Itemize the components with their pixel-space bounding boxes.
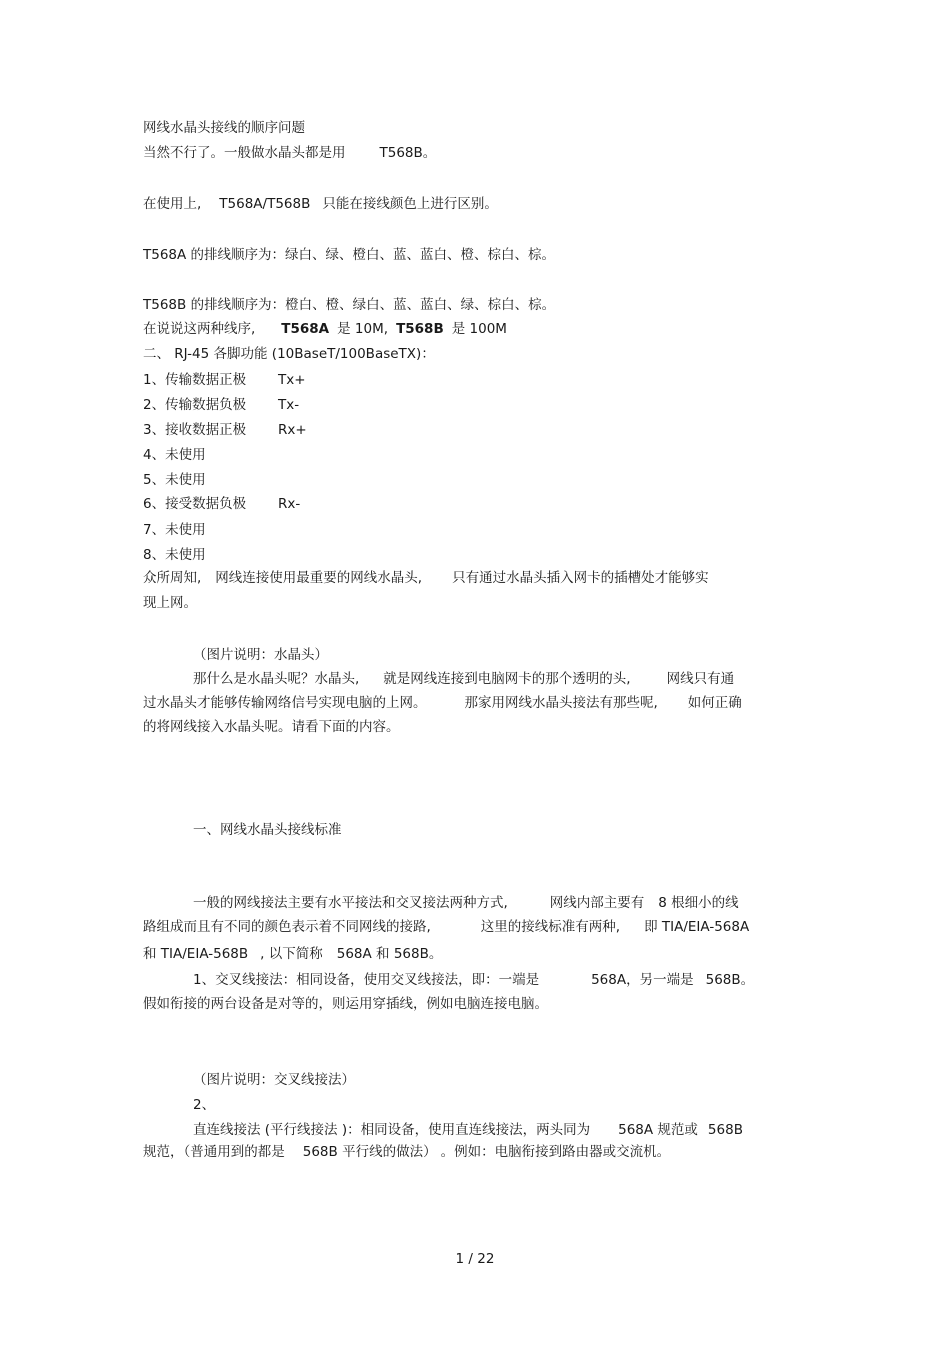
t568a-order: T568A 的排线顺序为：绿白、绿、橙白、蓝、蓝白、橙、棕白、棕。: [143, 247, 556, 263]
what-line: 的将网线接入水晶头呢。请看下面的内容。: [143, 719, 400, 735]
pin-label: 4、未使用: [143, 447, 206, 463]
straight-line: 规范，（普通用到的都是 568B 平行线的做法） 。例如：电脑衔接到路由器或交流机。: [143, 1144, 671, 1160]
pin-signal: Tx-: [278, 397, 300, 413]
usage-line: 在使用上, T568A/T568B 只能在接线颜色上进行区别。: [143, 196, 498, 212]
what-line: 过水晶头才能够传输网络信号实现电脑的上网。 那家用网线水晶头接法有那些呢, 如何正确: [143, 695, 742, 711]
what-line: 那什么是水晶头呢？水晶头, 就是网线连接到电脑网卡的那个透明的头, 网线只有通: [193, 671, 735, 687]
rj45-heading: 二、 RJ-45 各脚功能 (10BaseT/100BaseTX)：: [143, 346, 435, 362]
pin-label: 7、未使用: [143, 522, 206, 538]
standards-line: 路组成而且有不同的颜色表示着不同网线的接路, 这里的接线标准有两种, 即 TIA/EIA-568A: [143, 919, 750, 935]
cross-line: 假如衔接的两台设备是对等的，则运用穿插线，例如电脑连接电脑。: [143, 996, 548, 1012]
pin-label: 5、未使用: [143, 472, 206, 488]
pin-label: 1、传输数据正极: [143, 372, 247, 388]
known-line-cont: 现上网。: [143, 595, 197, 611]
standards-line: 一般的网线接法主要有水平接法和交叉接法两种方式, 网线内部主要有 8 根细小的线: [193, 895, 739, 911]
image-caption: （图片说明：交叉线接法）: [193, 1072, 355, 1088]
section-heading: 一、网线水晶头接线标准: [193, 822, 342, 838]
pin-label: 2、传输数据负极: [143, 397, 247, 413]
speed-line: 在说说这两种线序, T568A 是 10M, T568B 是 100M: [143, 321, 507, 337]
cross-line: 1、交叉线接法：相同设备，使用交叉线接法，即：一端是 568A，另一端是 568B。: [193, 972, 755, 988]
pin-signal: Rx+: [278, 422, 307, 438]
pin-signal: Tx+: [278, 372, 306, 388]
image-caption: （图片说明：水晶头）: [193, 647, 328, 663]
pin-signal: Rx-: [278, 496, 301, 512]
document-title: 网线水晶头接线的顺序问题: [143, 120, 305, 136]
straight-number: 2、: [193, 1097, 216, 1113]
straight-line: 直连线接法 (平行线接法 )：相同设备，使用直连线接法，两头同为 568A 规范或 568B: [193, 1122, 743, 1138]
known-line: 众所周知, 网线连接使用最重要的网线水晶头, 只有通过水晶头插入网卡的插槽处才能够实: [143, 570, 709, 586]
intro-line: 当然不行了。一般做水晶头都是用 T568B。: [143, 145, 437, 161]
page-number: 1 / 22: [455, 1251, 495, 1267]
standards-line: 和 TIA/EIA-568B , 以下简称 568A 和 568B。: [143, 946, 443, 962]
pin-label: 8、未使用: [143, 547, 206, 563]
pin-label: 3、接收数据正极: [143, 422, 247, 438]
t568b-order: T568B 的排线顺序为：橙白、橙、绿白、蓝、蓝白、绿、棕白、棕。: [143, 297, 556, 313]
pin-label: 6、接受数据负极: [143, 496, 247, 512]
